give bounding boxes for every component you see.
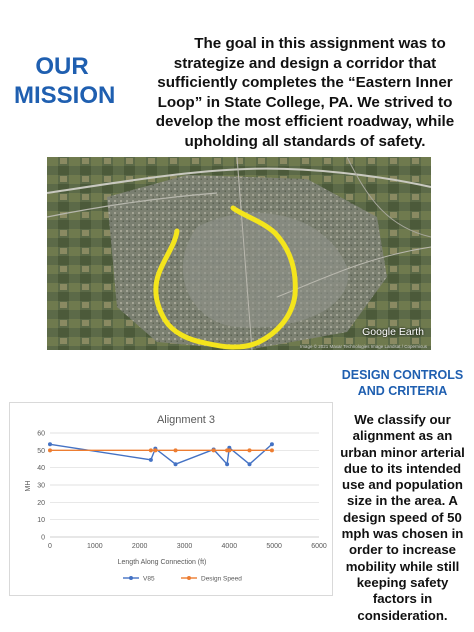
chart-y-tick-label: 10 — [37, 517, 45, 525]
chart-point — [174, 462, 178, 466]
map-imagery — [47, 157, 431, 350]
chart-point — [270, 442, 274, 446]
alignment-chart — [9, 402, 333, 596]
chart-point — [227, 448, 231, 452]
chart-point — [212, 448, 216, 452]
legend-marker — [129, 576, 133, 580]
chart-x-tick-label: 3000 — [176, 543, 193, 550]
alignment-chart-svg — [10, 403, 332, 595]
chart-point — [48, 448, 52, 452]
chart-x-tick-label: 2000 — [131, 543, 148, 550]
google-earth-watermark: Google Earth — [362, 326, 424, 338]
mission-statement — [149, 34, 461, 152]
chart-x-tick-label: 0 — [48, 543, 52, 550]
chart-x-tick-label: 6000 — [311, 543, 327, 550]
mission-heading-line1: OUR — [35, 53, 89, 80]
chart-point — [270, 448, 274, 452]
design-controls-heading — [331, 368, 474, 399]
chart-y-tick-label: 50 — [37, 447, 45, 455]
chart-y-tick-label: 40 — [37, 465, 45, 473]
design-controls-heading-line1: DESIGN CONTROLS — [341, 368, 464, 382]
chart-y-tick-label: 20 — [37, 499, 45, 507]
satellite-map — [47, 157, 431, 350]
map-attribution: Image © 2021 Maxar Technologies Image Landsat / Copernicus — [299, 344, 427, 349]
chart-series-line-v85 — [50, 444, 272, 464]
chart-x-tick-label: 1000 — [87, 543, 103, 550]
chart-y-tick-label: 60 — [37, 430, 45, 438]
chart-point — [225, 462, 229, 466]
chart-point — [248, 462, 252, 466]
design-controls-heading-line2: AND CRITERIA — [357, 383, 448, 398]
chart-point — [149, 458, 153, 462]
chart-point — [174, 448, 178, 452]
legend-label: Design Speed — [201, 575, 242, 583]
chart-y-tick-label: 0 — [41, 534, 45, 542]
mission-statement-text: The goal in this assignment was to strategize and design a corridor that sufficiently completes the “Eastern Inner Loop” in State College, PA. We strived to develop the most efficient roadway, while upholding all standards of safety. — [155, 35, 455, 150]
chart-x-tick-label: 5000 — [266, 543, 282, 550]
chart-x-axis-label: Length Along Connection (ft) — [117, 559, 207, 566]
mission-heading-line2: MISSION — [14, 82, 116, 109]
chart-y-axis-label: MH — [25, 480, 32, 492]
chart-title: Alignment 3 — [156, 414, 216, 426]
mission-heading — [14, 52, 116, 110]
legend-label: V85 — [143, 575, 155, 583]
chart-point — [248, 448, 252, 452]
chart-point — [48, 442, 52, 446]
chart-x-tick-label: 4000 — [221, 543, 238, 550]
chart-point — [153, 448, 157, 452]
chart-point — [149, 448, 153, 452]
chart-y-tick-label: 30 — [37, 482, 45, 490]
design-controls-text: We classify our alignment as an urban minor arterial due to its intended use and population size in the area. A design speed of 50 mph was chosen in order to increase mobility while still keeping safety factors in consideration. — [340, 412, 465, 623]
legend-marker — [187, 576, 191, 580]
